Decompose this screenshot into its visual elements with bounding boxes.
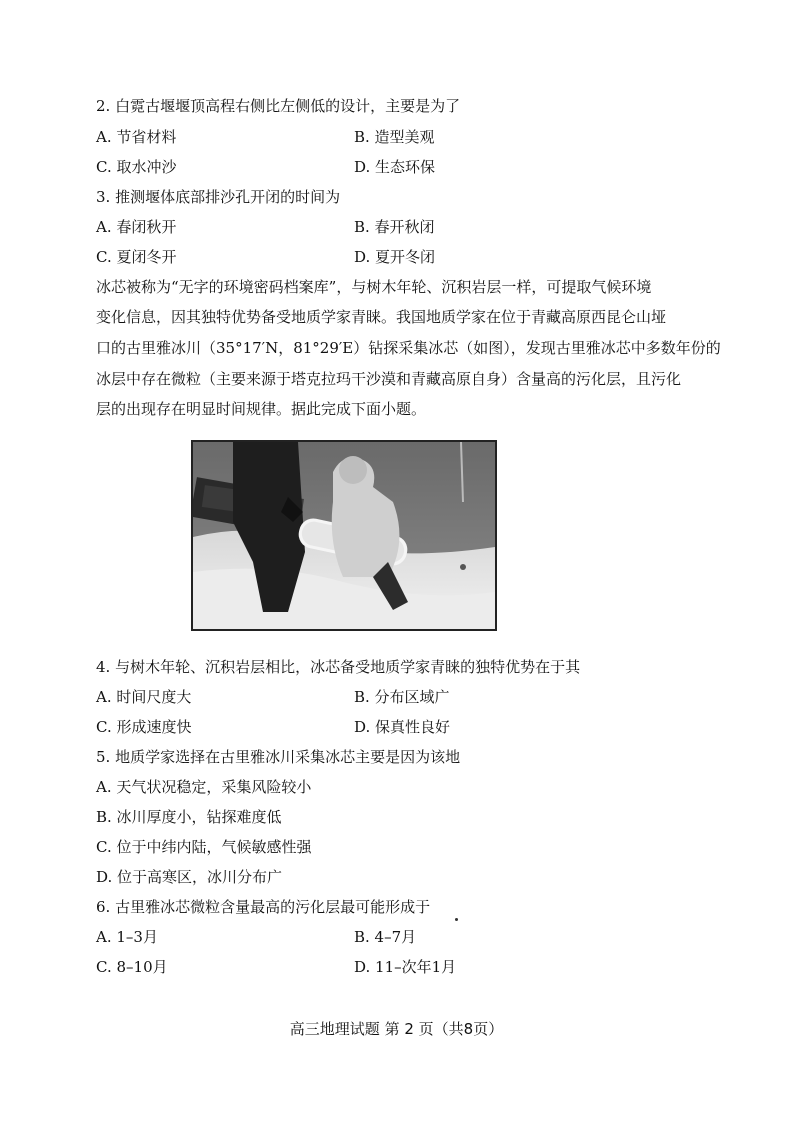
question-5-option-b: B. 冰川厚度小，钻探难度低 <box>96 808 282 826</box>
question-3-option-d: D. 夏开冬闭 <box>354 248 436 266</box>
question-2-option-d: D. 生态环保 <box>354 158 436 176</box>
question-2-option-b: B. 造型美观 <box>354 128 435 146</box>
passage-line-4: 冰层中存在微粒（主要来源于塔克拉玛干沙漠和青藏高原自身）含量高的污化层，且污化 <box>96 370 682 388</box>
ice-core-photo-illustration <box>193 442 495 629</box>
question-3-stem: 3. 推测堰体底部排沙孔开闭的时间为 <box>96 188 341 206</box>
question-4-option-a: A. 时间尺度大 <box>96 688 192 706</box>
question-6-option-c: C. 8–10月 <box>96 958 168 976</box>
question-2-option-a: A. 节省材料 <box>96 128 177 146</box>
question-6-option-a: A. 1–3月 <box>96 928 158 946</box>
page-footer: 高三地理试题 第 2 页（共8页） <box>289 1020 504 1038</box>
passage-line-2: 变化信息，因其独特优势备受地质学家青睐。我国地质学家在位于青藏高原西昆仑山垭 <box>96 308 667 326</box>
question-6-stem: 6. 古里雅冰芯微粒含量最高的污化层最可能形成于 <box>96 898 431 916</box>
passage-line-5: 层的出现存在明显时间规律。据此完成下面小题。 <box>96 400 427 418</box>
question-4-option-c: C. 形成速度快 <box>96 718 192 736</box>
question-6-option-d: D. 11–次年1月 <box>354 958 457 976</box>
question-5-option-d: D. 位于高寒区，冰川分布广 <box>96 868 283 886</box>
question-6-option-b: B. 4–7月 <box>354 928 417 946</box>
question-3-option-c: C. 夏闭冬开 <box>96 248 177 266</box>
scan-speck <box>455 918 458 921</box>
question-5-option-c: C. 位于中纬内陆，气候敏感性强 <box>96 838 312 856</box>
ice-core-drilling-photo <box>191 440 497 631</box>
question-2-stem: 2. 白霓古堰堰顶高程右侧比左侧低的设计，主要是为了 <box>96 97 461 115</box>
question-2-option-c: C. 取水冲沙 <box>96 158 177 176</box>
question-4-option-d: D. 保真性良好 <box>354 718 451 736</box>
passage-line-3: 口的古里雅冰川（35°17′N，81°29′E）钻探采集冰芯（如图），发现古里雅冰芯中多数年份的 <box>96 339 721 357</box>
question-3-option-a: A. 春闭秋开 <box>96 218 177 236</box>
question-3-option-b: B. 春开秋闭 <box>354 218 435 236</box>
question-5-stem: 5. 地质学家选择在古里雅冰川采集冰芯主要是因为该地 <box>96 748 461 766</box>
question-4-option-b: B. 分布区域广 <box>354 688 450 706</box>
question-5-option-a: A. 天气状况稳定，采集风险较小 <box>96 778 312 796</box>
question-4-stem: 4. 与树木年轮、沉积岩层相比，冰芯备受地质学家青睐的独特优势在于其 <box>96 658 581 676</box>
passage-line-1: 冰芯被称为“无字的环境密码档案库”，与树木年轮、沉积岩层一样，可提取气候环境 <box>96 278 652 296</box>
